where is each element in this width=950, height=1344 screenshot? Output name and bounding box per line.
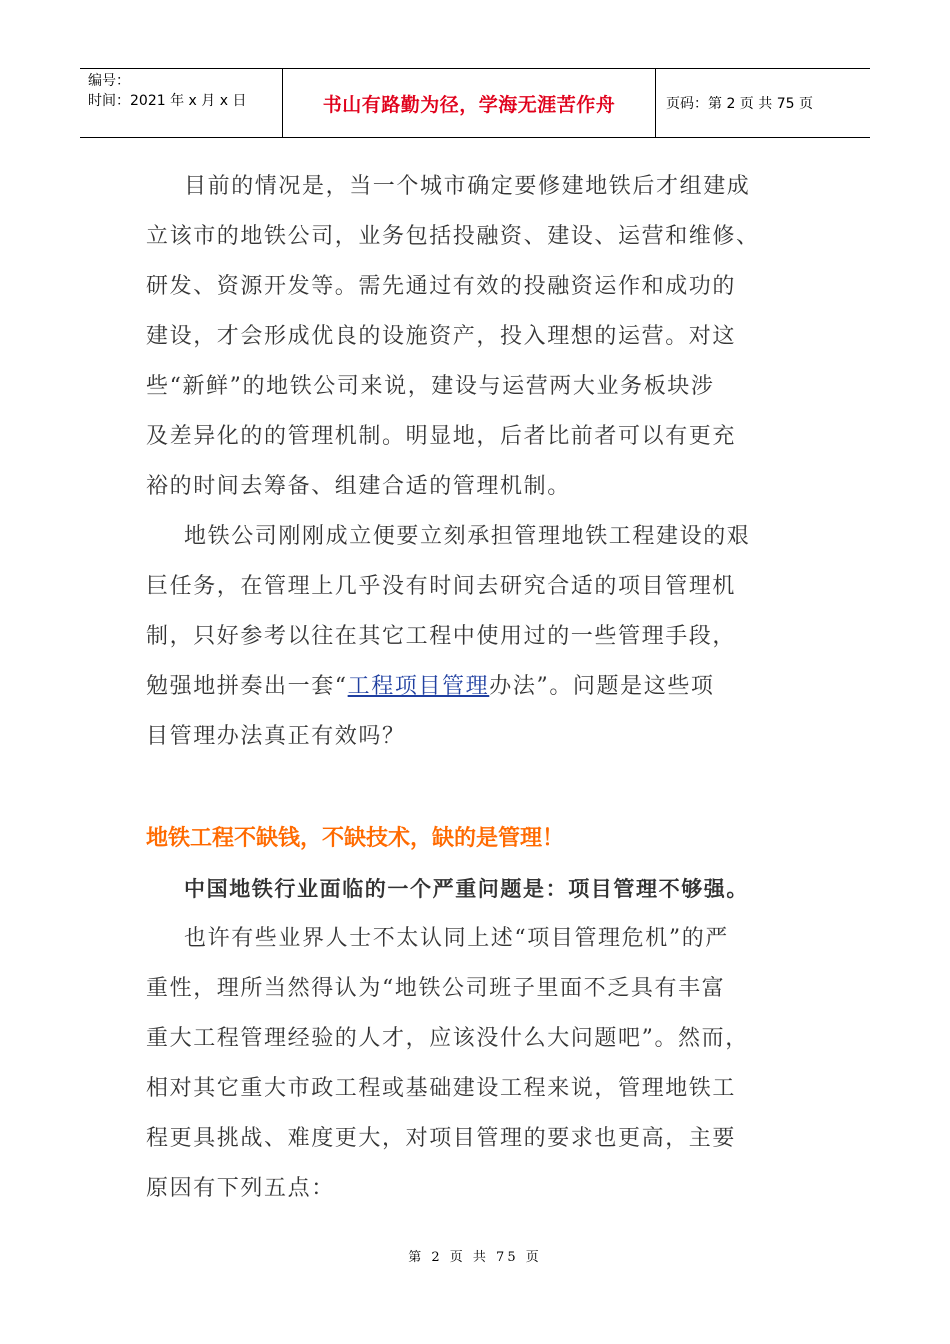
text-line: 及差异化的的管理机制。明显地，后者比前者可以有更充 [146,424,737,449]
document-body [146,162,816,1214]
text-line: 些“新鲜”的地铁公司来说，建设与运营两大业务板块涉 [146,374,715,399]
date-label: 时间：2021 年 x 月 x 日 [88,93,247,109]
bold-statement: 中国地铁行业面临的一个严重问题是：项目管理不够强。 [184,877,749,901]
project-management-link[interactable]: 工程项目管理 [347,674,490,699]
text-line: 重性，理所当然得认为“地铁公司班子里面不乏具有丰富 [146,976,726,1001]
text-line: 也许有些业界人士不太认同上述“项目管理危机”的严 [184,926,729,951]
paragraph-3 [146,914,816,1214]
text-line: 巨任务，在管理上几乎没有时间去研究合适的项目管理机 [146,574,737,599]
spacer [146,762,816,814]
number-label: 编号： [88,73,130,89]
paragraph-1 [146,162,816,512]
section-heading: 地铁工程不缺钱，不缺技术，缺的是管理！ [146,826,565,851]
text-line: 相对其它重大市政工程或基础建设工程来说，管理地铁工 [146,1076,737,1101]
page-footer: 第 2 页 共 75 页 [408,1250,542,1265]
text-line: 裕的时间去筹备、组建合适的管理机制。 [146,474,571,499]
header-motto: 书山有路勤为径，学海无涯苦作舟 [282,69,656,137]
text-line: 地铁公司刚刚成立便要立刻承担管理地铁工程建设的艰 [184,524,751,549]
text-line: 重大工程管理经验的人才，应该没什么大问题吧”。然而， [146,1026,749,1051]
text-line: 目管理办法真正有效吗？ [146,724,406,749]
header-page-info: 页码：第 2 页 共 75 页 [666,96,813,112]
page-header [80,68,870,138]
text-segment: 办法”。问题是这些项 [489,674,715,699]
paragraph-2 [146,512,816,762]
text-line: 研发、资源开发等。需先通过有效的投融资运作和成功的 [146,274,737,299]
text-line: 程更具挑战、难度更大，对项目管理的要求也更高，主要 [146,1126,737,1151]
text-line: 建设，才会形成优良的设施资产，投入理想的运营。对这 [146,324,737,349]
text-segment: 勉强地拼奏出一套“ [146,674,348,699]
header-left [80,69,282,137]
text-line-with-link [146,662,816,712]
text-line: 原因有下列五点： [146,1176,335,1201]
text-line: 立该市的地铁公司，业务包括投融资、建设、运营和维修、 [146,224,760,249]
text-line: 目前的情况是，当一个城市确定要修建地铁后才组建成 [184,174,751,199]
text-line: 制，只好参考以往在其它工程中使用过的一些管理手段， [146,624,737,649]
